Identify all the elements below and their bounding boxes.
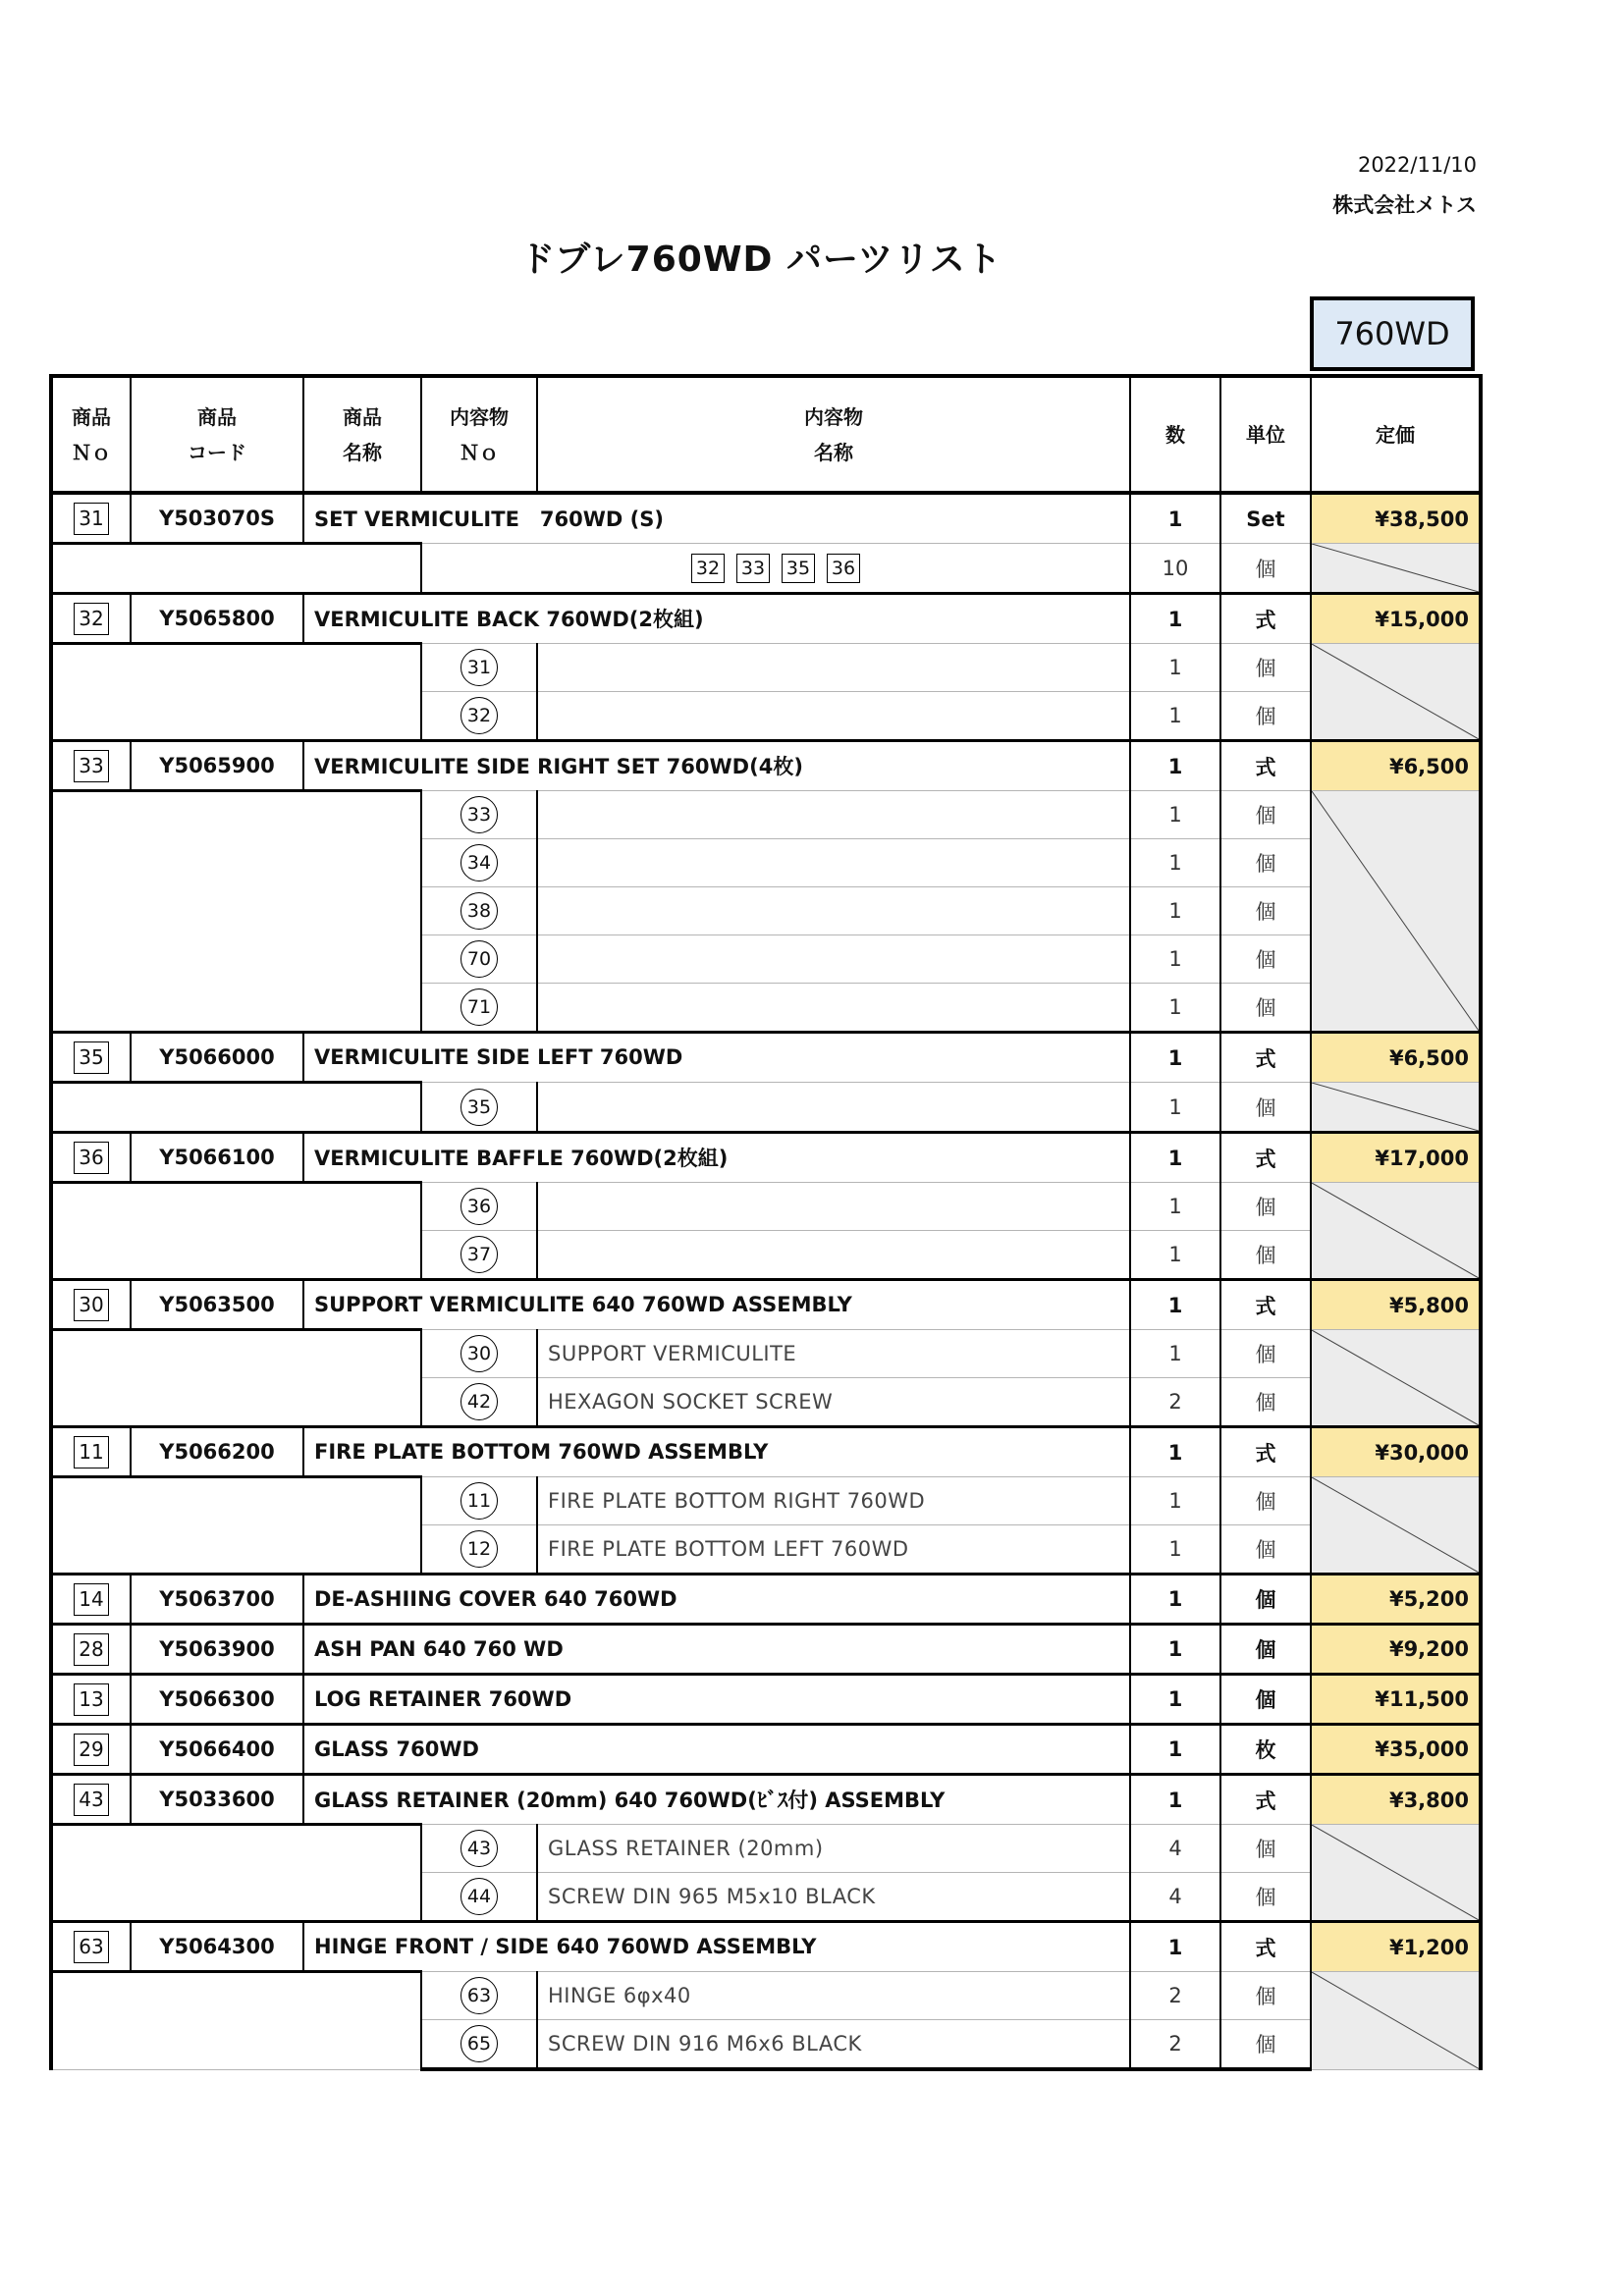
content-no: 37	[460, 1236, 498, 1273]
content-no: 43	[460, 1830, 498, 1867]
price-placeholder-cell	[1311, 1477, 1481, 1575]
content-no: 42	[460, 1383, 498, 1420]
part-row	[51, 594, 1481, 644]
part-no: 29	[74, 1734, 109, 1766]
content-unit: 個	[1220, 839, 1311, 887]
content-row	[51, 644, 1481, 692]
content-ref-no: 32	[691, 554, 725, 583]
content-name	[537, 1083, 1130, 1133]
col-header-code: 商品 コード	[131, 376, 303, 493]
content-no-cell	[421, 2020, 537, 2070]
content-no-cell	[421, 1525, 537, 1575]
part-unit: 枚	[1220, 1725, 1311, 1775]
col-header-content-no: 内容物 Ｎｏ	[421, 376, 537, 493]
part-code: Y5063700	[131, 1575, 303, 1625]
part-name: VERMICULITE SIDE LEFT 760WD	[303, 1033, 1130, 1083]
diagonal-strike-icon	[1312, 1083, 1479, 1131]
part-row	[51, 493, 1481, 544]
part-unit: 式	[1220, 1280, 1311, 1330]
company-name: 株式会社メトス	[1332, 193, 1477, 217]
content-qty: 1	[1130, 887, 1220, 935]
part-price: ¥38,500	[1311, 493, 1481, 544]
diagonal-strike-icon	[1312, 1330, 1479, 1425]
page-title: ドブレ760WD パーツリスト	[519, 240, 1002, 280]
part-no-cell	[51, 1575, 131, 1625]
part-no-cell	[51, 1725, 131, 1775]
content-name: HINGE 6φx40	[537, 1972, 1130, 2020]
content-row	[51, 1477, 1481, 1525]
content-unit: 個	[1220, 1825, 1311, 1873]
content-name: FIRE PLATE BOTTOM RIGHT 760WD	[537, 1477, 1130, 1525]
part-row	[51, 1625, 1481, 1675]
part-code: Y5063500	[131, 1280, 303, 1330]
content-name: SUPPORT VERMICULITE	[537, 1330, 1130, 1378]
part-qty: 1	[1130, 1133, 1220, 1183]
content-unit: 個	[1220, 644, 1311, 692]
price-placeholder-cell	[1311, 1183, 1481, 1280]
part-no: 63	[74, 1931, 109, 1963]
parts-table	[49, 374, 1483, 2071]
part-no-cell	[51, 1427, 131, 1477]
content-unit: 個	[1220, 1378, 1311, 1427]
content-row	[51, 544, 1481, 594]
content-name	[537, 692, 1130, 741]
col-header-price: 定価	[1311, 376, 1481, 493]
content-no-cell	[421, 791, 537, 839]
part-qty: 1	[1130, 594, 1220, 644]
content-no-cell	[421, 1825, 537, 1873]
content-no: 36	[460, 1188, 498, 1225]
content-no: 11	[460, 1482, 498, 1520]
content-no-cell	[421, 984, 537, 1033]
content-qty: 10	[1130, 544, 1220, 594]
part-unit: 式	[1220, 1922, 1311, 1972]
part-unit: 式	[1220, 1427, 1311, 1477]
part-no: 30	[74, 1289, 109, 1321]
content-name	[537, 644, 1130, 692]
part-code: Y5066200	[131, 1427, 303, 1477]
part-unit: 式	[1220, 1133, 1311, 1183]
price-placeholder-cell	[1311, 644, 1481, 741]
content-no: 44	[460, 1878, 498, 1915]
part-name: LOG RETAINER 760WD	[303, 1675, 1130, 1725]
content-unit: 個	[1220, 544, 1311, 594]
part-name: ASH PAN 640 760 WD	[303, 1625, 1130, 1675]
content-no: 35	[460, 1089, 498, 1126]
part-price: ¥3,800	[1311, 1775, 1481, 1825]
part-price: ¥1,200	[1311, 1922, 1481, 1972]
part-row	[51, 1280, 1481, 1330]
part-row	[51, 1033, 1481, 1083]
content-no-cell	[421, 1378, 537, 1427]
content-unit: 個	[1220, 935, 1311, 984]
content-no: 31	[460, 649, 498, 686]
part-no: 14	[74, 1583, 109, 1616]
content-qty: 1	[1130, 1083, 1220, 1133]
content-row	[51, 1972, 1481, 2020]
content-name: SCREW DIN 965 M5x10 BLACK	[537, 1873, 1130, 1922]
content-ref-no: 36	[827, 554, 860, 583]
part-qty: 1	[1130, 1675, 1220, 1725]
part-unit: 式	[1220, 1033, 1311, 1083]
part-qty: 1	[1130, 1427, 1220, 1477]
blank-cell	[51, 1183, 421, 1280]
part-no-cell	[51, 1625, 131, 1675]
content-qty: 1	[1130, 839, 1220, 887]
content-name	[537, 984, 1130, 1033]
blank-cell	[51, 1825, 421, 1922]
content-unit: 個	[1220, 1231, 1311, 1280]
part-name: VERMICULITE BACK 760WD(2枚組)	[303, 594, 1130, 644]
part-row	[51, 1575, 1481, 1625]
content-no-cell	[421, 1477, 537, 1525]
part-price: ¥15,000	[1311, 594, 1481, 644]
content-unit: 個	[1220, 1330, 1311, 1378]
part-price: ¥9,200	[1311, 1625, 1481, 1675]
part-price: ¥30,000	[1311, 1427, 1481, 1477]
content-unit: 個	[1220, 1972, 1311, 2020]
part-qty: 1	[1130, 1922, 1220, 1972]
part-code: Y5065900	[131, 741, 303, 791]
part-no-cell	[51, 594, 131, 644]
part-row	[51, 1675, 1481, 1725]
part-unit: 式	[1220, 741, 1311, 791]
content-ref-no: 35	[782, 554, 815, 583]
part-unit: 個	[1220, 1675, 1311, 1725]
part-qty: 1	[1130, 1725, 1220, 1775]
content-name: FIRE PLATE BOTTOM LEFT 760WD	[537, 1525, 1130, 1575]
blank-cell	[51, 791, 421, 1033]
part-no-cell	[51, 1775, 131, 1825]
part-no: 33	[74, 750, 109, 782]
document-date: 2022/11/10	[1357, 153, 1477, 177]
content-unit: 個	[1220, 2020, 1311, 2070]
content-qty: 2	[1130, 2020, 1220, 2070]
part-no: 32	[74, 603, 109, 635]
part-code: Y5064300	[131, 1922, 303, 1972]
content-no-cell	[421, 1972, 537, 2020]
part-qty: 1	[1130, 1033, 1220, 1083]
content-row	[51, 1825, 1481, 1873]
blank-cell	[51, 1477, 421, 1575]
content-no: 34	[460, 844, 498, 881]
part-row	[51, 1775, 1481, 1825]
content-no: 70	[460, 940, 498, 978]
content-no-cell	[421, 935, 537, 984]
content-no: 30	[460, 1335, 498, 1372]
part-price: ¥17,000	[1311, 1133, 1481, 1183]
content-row	[51, 791, 1481, 839]
content-no-cell	[421, 887, 537, 935]
content-unit: 個	[1220, 1873, 1311, 1922]
price-placeholder-cell	[1311, 1972, 1481, 2070]
table-header-row	[51, 376, 1481, 493]
part-row	[51, 1725, 1481, 1775]
content-no: 38	[460, 892, 498, 930]
part-no-cell	[51, 1922, 131, 1972]
model-label: 760WD	[1310, 296, 1475, 371]
content-name	[537, 935, 1130, 984]
part-no-cell	[51, 1033, 131, 1083]
part-code: Y503070S	[131, 493, 303, 544]
content-no-cell	[421, 1873, 537, 1922]
part-row	[51, 1922, 1481, 1972]
content-name	[537, 887, 1130, 935]
part-name: DE-ASHIING COVER 640 760WD	[303, 1575, 1130, 1625]
price-placeholder-cell	[1311, 791, 1481, 1033]
content-qty: 1	[1130, 1330, 1220, 1378]
part-no: 31	[74, 503, 109, 535]
content-no-cell	[421, 1083, 537, 1133]
content-no: 33	[460, 796, 498, 833]
content-qty: 4	[1130, 1825, 1220, 1873]
col-header-content-name: 内容物 名称	[537, 376, 1130, 493]
part-no: 35	[74, 1041, 109, 1074]
content-unit: 個	[1220, 1477, 1311, 1525]
part-qty: 1	[1130, 741, 1220, 791]
content-name: HEXAGON SOCKET SCREW	[537, 1378, 1130, 1427]
part-code: Y5063900	[131, 1625, 303, 1675]
col-header-unit: 単位	[1220, 376, 1311, 493]
content-qty: 1	[1130, 692, 1220, 741]
part-name: SUPPORT VERMICULITE 640 760WD ASSEMBLY	[303, 1280, 1130, 1330]
content-qty: 2	[1130, 1378, 1220, 1427]
part-no: 36	[74, 1142, 109, 1174]
part-price: ¥11,500	[1311, 1675, 1481, 1725]
content-name	[537, 1183, 1130, 1231]
part-code: Y5066000	[131, 1033, 303, 1083]
diagonal-strike-icon	[1312, 1825, 1479, 1920]
part-name: GLASS RETAINER (20mm) 640 760WD(ﾋﾞｽ付) ASSEMBLY	[303, 1775, 1130, 1825]
content-unit: 個	[1220, 791, 1311, 839]
content-name: GLASS RETAINER (20mm)	[537, 1825, 1130, 1873]
part-qty: 1	[1130, 493, 1220, 544]
part-no: 28	[74, 1633, 109, 1666]
content-unit: 個	[1220, 1183, 1311, 1231]
content-ref-no: 33	[736, 554, 770, 583]
content-no: 12	[460, 1530, 498, 1568]
content-no-cell	[421, 1231, 537, 1280]
content-no-cell	[421, 692, 537, 741]
diagonal-strike-icon	[1312, 1972, 1479, 2069]
content-no-cell	[421, 1330, 537, 1378]
content-qty: 1	[1130, 1525, 1220, 1575]
blank-cell	[51, 1972, 421, 2070]
content-no: 63	[460, 1977, 498, 2014]
diagonal-strike-icon	[1312, 791, 1479, 1031]
content-no: 71	[460, 988, 498, 1026]
content-no-cell	[421, 1183, 537, 1231]
part-name: GLASS 760WD	[303, 1725, 1130, 1775]
content-no-cell	[421, 644, 537, 692]
content-qty: 1	[1130, 1231, 1220, 1280]
diagonal-strike-icon	[1312, 1477, 1479, 1573]
part-unit: 個	[1220, 1575, 1311, 1625]
col-header-name: 商品 名称	[303, 376, 421, 493]
content-qty: 4	[1130, 1873, 1220, 1922]
content-qty: 1	[1130, 935, 1220, 984]
content-qty: 1	[1130, 984, 1220, 1033]
content-qty: 2	[1130, 1972, 1220, 2020]
content-name	[537, 839, 1130, 887]
part-code: Y5066100	[131, 1133, 303, 1183]
part-code: Y5033600	[131, 1775, 303, 1825]
content-refs-cell	[421, 544, 1130, 594]
price-placeholder-cell	[1311, 1330, 1481, 1427]
part-price: ¥5,200	[1311, 1575, 1481, 1625]
part-code: Y5066300	[131, 1675, 303, 1725]
part-no: 11	[74, 1436, 109, 1468]
part-row	[51, 741, 1481, 791]
content-qty: 1	[1130, 1183, 1220, 1231]
content-row	[51, 1083, 1481, 1133]
part-code: Y5065800	[131, 594, 303, 644]
part-name: HINGE FRONT / SIDE 640 760WD ASSEMBLY	[303, 1922, 1130, 1972]
part-unit: 個	[1220, 1625, 1311, 1675]
part-no-cell	[51, 1675, 131, 1725]
content-row	[51, 1330, 1481, 1378]
col-header-no: 商品 Ｎｏ	[51, 376, 131, 493]
part-no: 13	[74, 1683, 109, 1716]
content-unit: 個	[1220, 1083, 1311, 1133]
part-unit: 式	[1220, 1775, 1311, 1825]
content-name	[537, 1231, 1130, 1280]
part-no-cell	[51, 1280, 131, 1330]
part-price: ¥5,800	[1311, 1280, 1481, 1330]
part-qty: 1	[1130, 1625, 1220, 1675]
part-name: VERMICULITE SIDE RIGHT SET 760WD(4枚)	[303, 741, 1130, 791]
part-qty: 1	[1130, 1575, 1220, 1625]
part-name: VERMICULITE BAFFLE 760WD(2枚組)	[303, 1133, 1130, 1183]
part-code: Y5066400	[131, 1725, 303, 1775]
content-qty: 1	[1130, 791, 1220, 839]
content-name: SCREW DIN 916 M6x6 BLACK	[537, 2020, 1130, 2070]
content-name	[537, 791, 1130, 839]
diagonal-strike-icon	[1312, 544, 1479, 592]
part-unit: Set	[1220, 493, 1311, 544]
content-qty: 1	[1130, 644, 1220, 692]
diagonal-strike-icon	[1312, 1183, 1479, 1278]
price-placeholder-cell	[1311, 1825, 1481, 1922]
content-unit: 個	[1220, 887, 1311, 935]
part-qty: 1	[1130, 1775, 1220, 1825]
blank-cell	[51, 1330, 421, 1427]
content-no: 65	[460, 2025, 498, 2062]
part-price: ¥6,500	[1311, 741, 1481, 791]
part-no-cell	[51, 1133, 131, 1183]
price-placeholder-cell	[1311, 544, 1481, 594]
part-unit: 式	[1220, 594, 1311, 644]
content-qty: 1	[1130, 1477, 1220, 1525]
price-placeholder-cell	[1311, 1083, 1481, 1133]
blank-cell	[51, 1083, 421, 1133]
part-no-cell	[51, 741, 131, 791]
content-unit: 個	[1220, 1525, 1311, 1575]
part-row	[51, 1427, 1481, 1477]
content-unit: 個	[1220, 692, 1311, 741]
col-header-qty: 数	[1130, 376, 1220, 493]
part-price: ¥6,500	[1311, 1033, 1481, 1083]
part-no-cell	[51, 493, 131, 544]
part-qty: 1	[1130, 1280, 1220, 1330]
part-name: FIRE PLATE BOTTOM 760WD ASSEMBLY	[303, 1427, 1130, 1477]
content-no-cell	[421, 839, 537, 887]
content-row	[51, 1183, 1481, 1231]
blank-cell	[51, 644, 421, 741]
part-no: 43	[74, 1784, 109, 1816]
part-row	[51, 1133, 1481, 1183]
blank-cell	[51, 544, 421, 594]
part-price: ¥35,000	[1311, 1725, 1481, 1775]
diagonal-strike-icon	[1312, 644, 1479, 739]
content-no: 32	[460, 697, 498, 734]
part-name: SET VERMICULITE 760WD (S)	[303, 493, 1130, 544]
content-unit: 個	[1220, 984, 1311, 1033]
